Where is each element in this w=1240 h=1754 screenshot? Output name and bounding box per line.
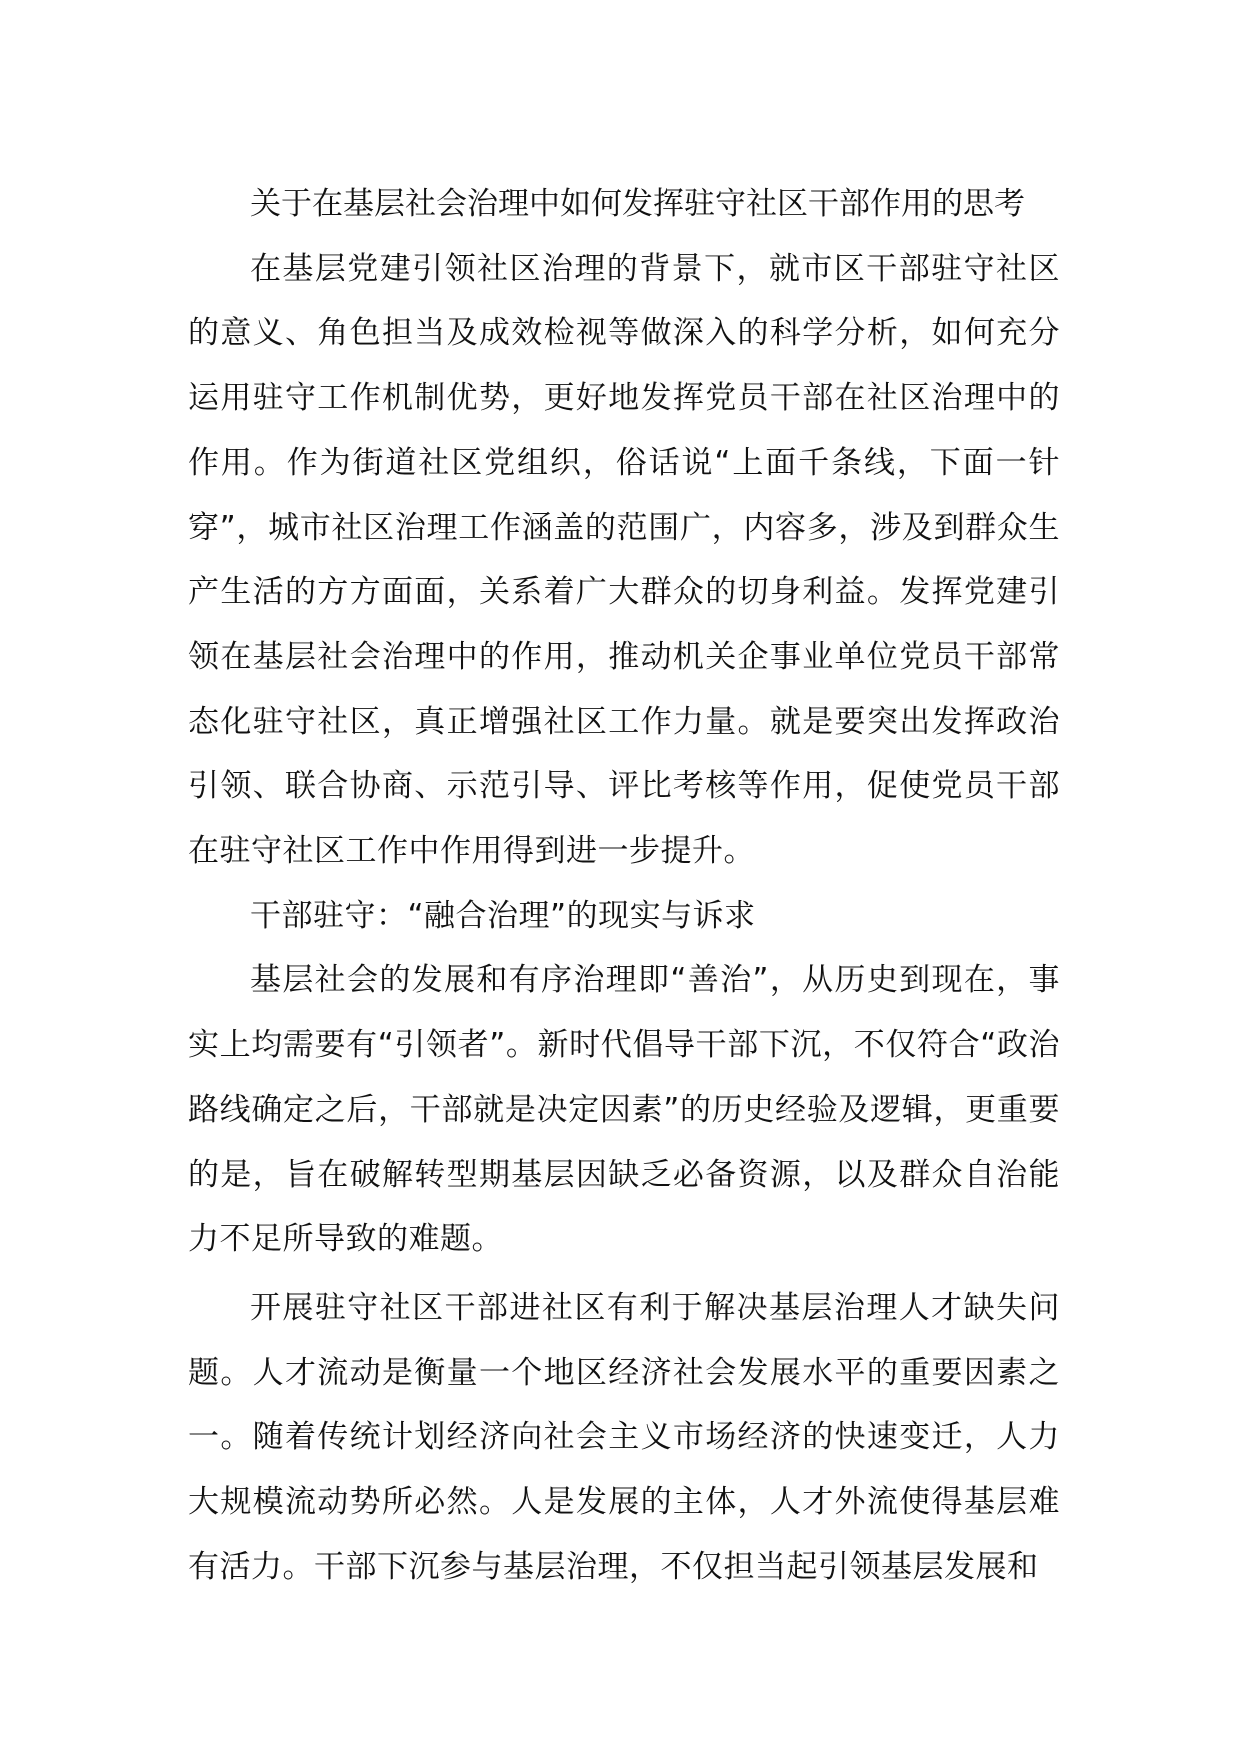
document-page: [188, 172, 1060, 1599]
paragraph-intro: 在基层党建引领社区治理的背景下，就市区干部驻守社区的意义、角色担当及成效检视等做深入的科学分析，如何充分运用驻守工作机制优势，更好地发挥党员干部在社区治理中的作用。作为街道社区党组织，俗话说“上面千条线，下面一针穿”，城市社区治理工作涵盖的范围广，内容多，涉及到群众生产生活的方方面面，关系着广大群众的切身利益。发挥党建引领在基层社会治理中的作用，推动机关企事业单位党员干部常态化驻守社区，真正增强社区工作力量。就是要突出发挥政治引领、联合协商、示范引导、评比考核等作用，促使党员干部在驻守社区工作中作用得到进一步提升。: [188, 250, 1060, 870]
paragraph-background: 基层社会的发展和有序治理即“善治”，从历史到现在，事实上均需要有“引领者”。新时代倡导干部下沉，不仅符合“政治路线确定之后，干部就是决定因素”的历史经验及逻辑，更重要的是，旨在破解转型期基层因缺乏必备资源，以及群众自治能力不足所导致的难题。: [188, 962, 1060, 1258]
section-heading: 干部驻守：“融合治理”的现实与诉求: [250, 897, 756, 934]
document-title: 关于在基层社会治理中如何发挥驻守社区干部作用的思考: [250, 186, 1025, 222]
paragraph-talent: 开展驻守社区干部进社区有利于解决基层治理人才缺失问题。人才流动是衡量一个地区经济社会发展水平的重要因素之一。随着传统计划经济向社会主义市场经济的快速变迁，人力大规模流动势所必然。人是发展的主体，人才外流使得基层难有活力。干部下沉参与基层治理，不仅担当起引领基层发展和: [188, 1289, 1060, 1585]
